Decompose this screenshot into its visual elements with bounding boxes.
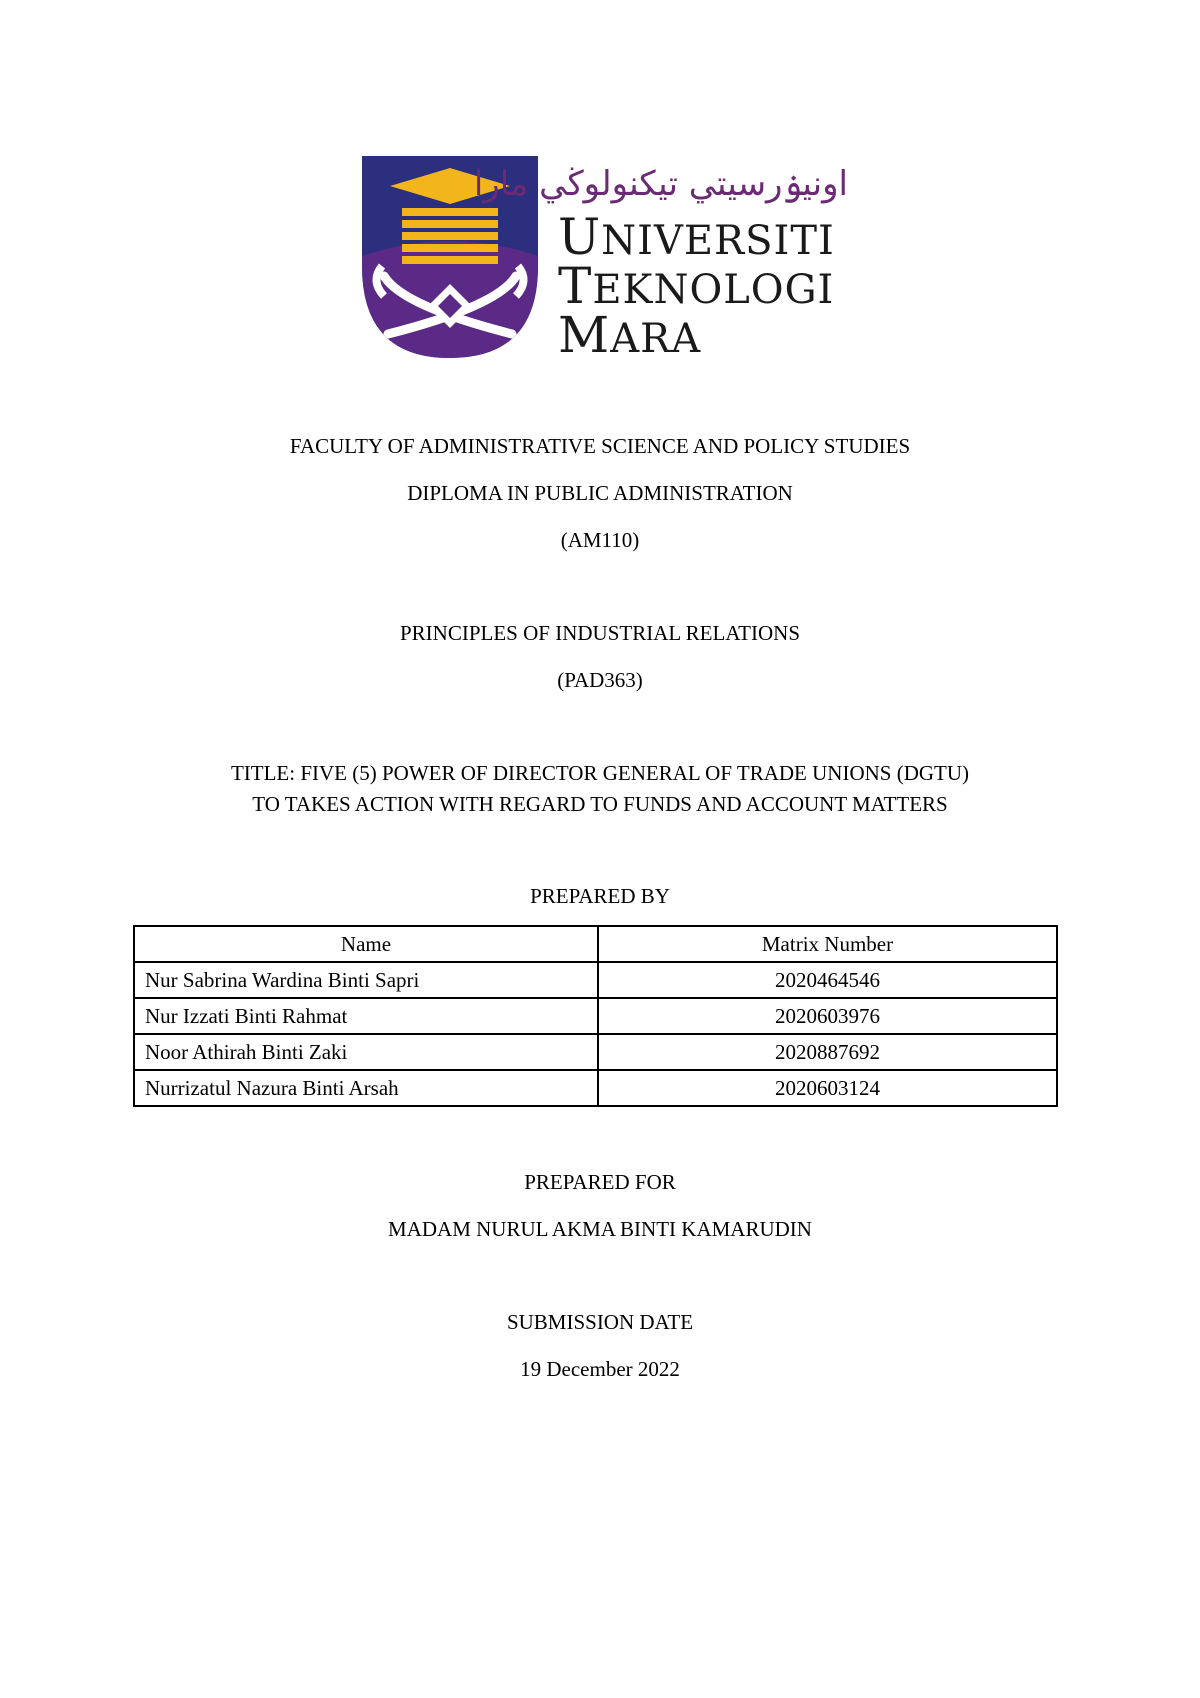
member-name: Noor Athirah Binti Zaki: [134, 1034, 598, 1070]
jawi-script: اونيۏرسيتي تيكنولوڬي مارا: [473, 164, 848, 204]
course-code: (PAD363): [557, 668, 643, 692]
prepared-by-label: PREPARED BY: [530, 884, 670, 908]
member-name: Nur Izzati Binti Rahmat: [134, 998, 598, 1034]
wordmark-line-teknologi: TEKNOLOGI: [558, 257, 835, 315]
member-matrix: 2020603124: [598, 1070, 1057, 1106]
member-name: Nurrizatul Nazura Binti Arsah: [134, 1070, 598, 1106]
table-row: [134, 962, 1057, 998]
submission-date-label: SUBMISSION DATE: [506, 1310, 694, 1334]
faculty-name: FACULTY OF ADMINISTRATIVE SCIENCE AND POLICY STUDIES: [289, 434, 911, 458]
column-header-name: Name: [134, 926, 598, 962]
title-line-2: TO TAKES ACTION WITH REGARD TO FUNDS AND ACCOUNT MATTERS: [252, 792, 948, 816]
title-line-1: TITLE: FIVE (5) POWER OF DIRECTOR GENERAL OF TRADE UNIONS (DGTU): [230, 761, 970, 785]
member-matrix: 2020603976: [598, 998, 1057, 1034]
prepared-for-label: PREPARED FOR: [524, 1170, 676, 1194]
program-name: DIPLOMA IN PUBLIC ADMINISTRATION: [407, 481, 793, 505]
wordmark-line-mara: MARA: [558, 306, 702, 364]
program-code: (AM110): [560, 528, 640, 552]
submission-date: 19 December 2022: [520, 1357, 680, 1381]
member-name: Nur Sabrina Wardina Binti Sapri: [134, 962, 598, 998]
table-header-row: [134, 926, 1057, 962]
table-row: [134, 998, 1057, 1034]
course-name: PRINCIPLES OF INDUSTRIAL RELATIONS: [400, 621, 800, 645]
members-table: [133, 925, 1058, 1107]
wordmark-line-universiti: UNIVERSITI: [558, 208, 835, 266]
lecturer-name: MADAM NURUL AKMA BINTI KAMARUDIN: [388, 1217, 812, 1241]
member-matrix: 2020887692: [598, 1034, 1057, 1070]
member-matrix: 2020464546: [598, 962, 1057, 998]
table-row: [134, 1034, 1057, 1070]
column-header-matrix: Matrix Number: [598, 926, 1057, 962]
university-logo: [362, 156, 852, 364]
table-row: [134, 1070, 1057, 1106]
